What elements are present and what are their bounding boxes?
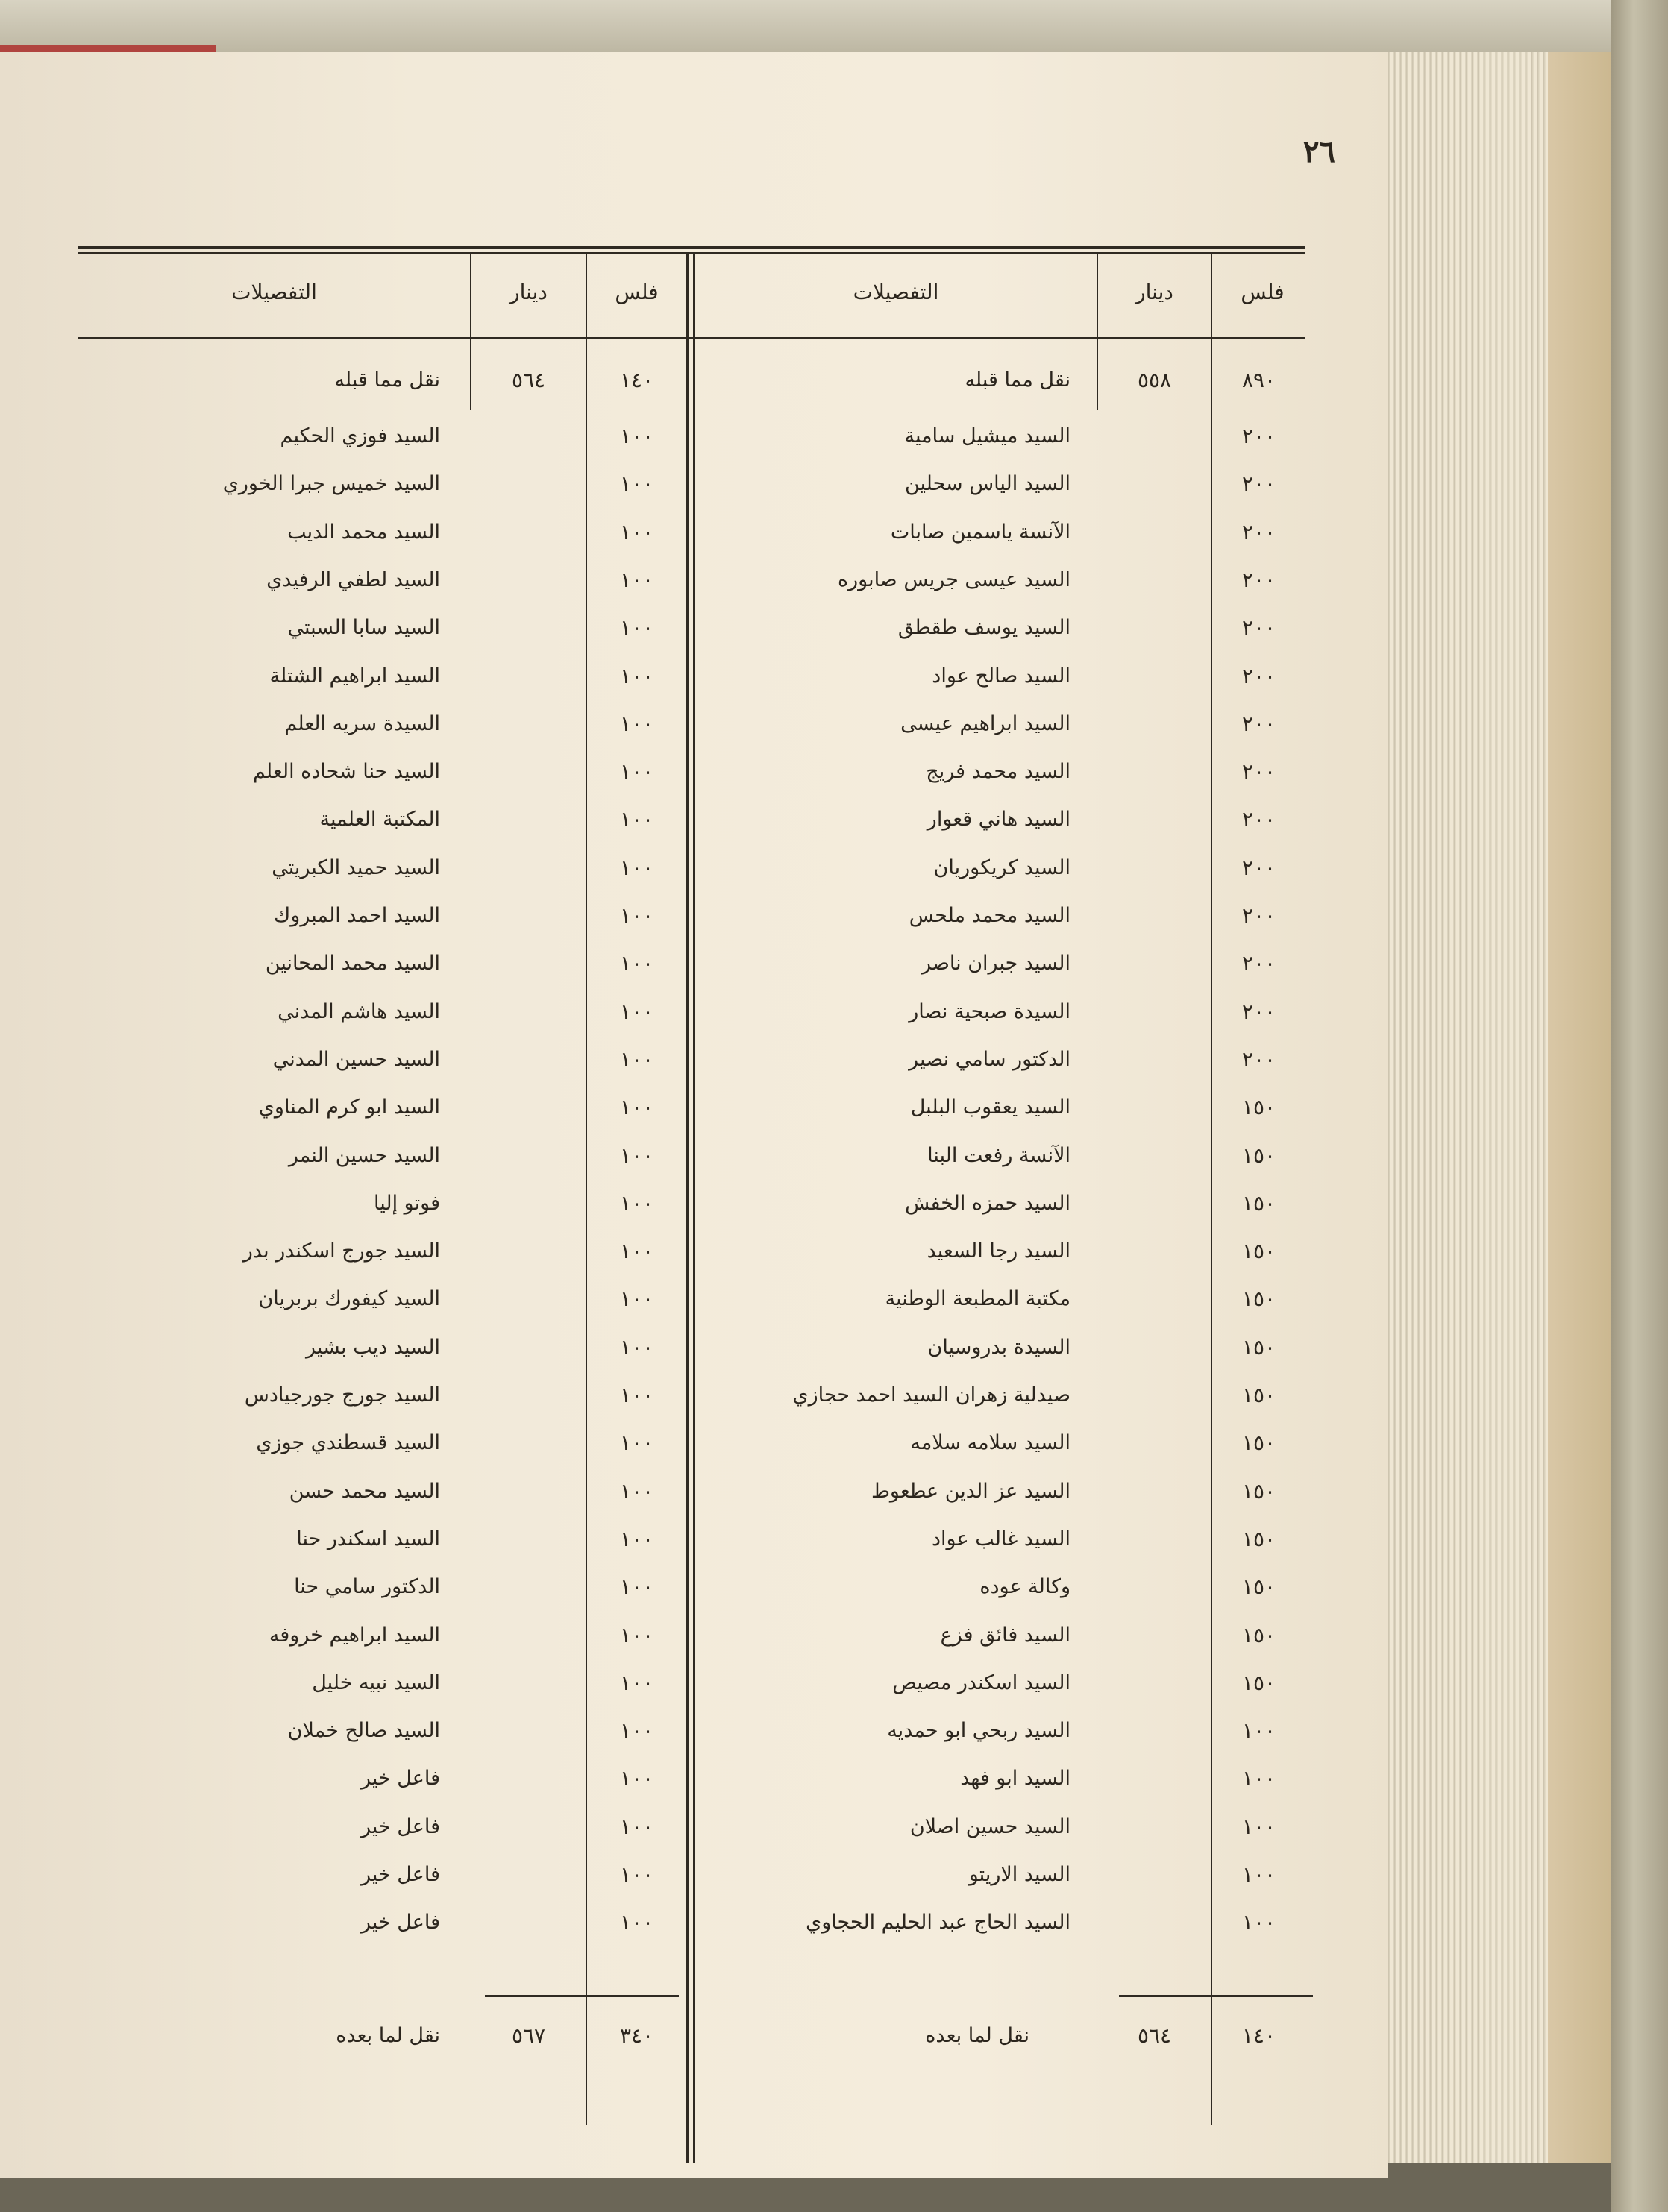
- row-fils: ٢٠٠: [1241, 711, 1276, 736]
- row-name: الدكتور سامي نصير: [909, 1048, 1070, 1071]
- row-fils: ١٠٠: [619, 615, 654, 640]
- row-fils: ٢٠٠: [1241, 855, 1276, 880]
- row-fils: ١٥٠: [1241, 1574, 1276, 1599]
- row-fils: ١٥٠: [1241, 1623, 1276, 1647]
- row-name: السيد الحاج عبد الحليم الحجاوي: [806, 1911, 1070, 1934]
- carried-in-label: نقل مما قبله: [334, 368, 440, 392]
- row-name: السيد غالب عواد: [932, 1527, 1070, 1550]
- carried-out-fils: ١٤٠: [1241, 2023, 1276, 2048]
- row-fils: ٢٠٠: [1241, 759, 1276, 784]
- carried-out-label: نقل لما بعده: [336, 2024, 440, 2047]
- row-name: السيد جورج جورجيادس: [244, 1383, 440, 1407]
- row-fils: ١٠٠: [619, 1814, 654, 1839]
- row-name: السيد عز الدين عطعوط: [871, 1480, 1070, 1503]
- row-fils: ١٠٠: [619, 759, 654, 784]
- row-fils: ١٠٠: [619, 1143, 654, 1168]
- row-fils: ١٠٠: [619, 1574, 654, 1599]
- row-name: السيد سلامه سلامه: [910, 1431, 1070, 1454]
- row-fils: ١٥٠: [1241, 1430, 1276, 1455]
- row-fils: ١٥٠: [1241, 1286, 1276, 1311]
- row-fils: ١٠٠: [619, 424, 654, 448]
- row-fils: ١٠٠: [619, 951, 654, 975]
- total-rule: [1119, 1995, 1313, 1997]
- row-fils: ١٠٠: [1241, 1862, 1276, 1887]
- table-top-rule: [78, 246, 1305, 249]
- row-fils: ٢٠٠: [1241, 424, 1276, 448]
- row-name: السيد حسين المدني: [272, 1048, 440, 1071]
- row-name: الآنسة ياسمين صابات: [890, 521, 1070, 544]
- carried-out-dinar: ٥٦٧: [511, 2023, 546, 2048]
- carried-in-dinar: ٥٥٨: [1137, 368, 1172, 392]
- row-fils: ٢٠٠: [1241, 1047, 1276, 1072]
- row-name: السيد حسين اصلان: [909, 1815, 1070, 1838]
- row-name: السيد ابو فهد: [960, 1767, 1070, 1790]
- row-name: السيد حنا شحاده العلم: [252, 760, 440, 783]
- row-name: السيد اسكندر مصيص: [892, 1671, 1070, 1694]
- row-fils: ١٠٠: [619, 1766, 654, 1791]
- row-name: فاعل خير: [360, 1911, 440, 1934]
- row-name: السيد جبران ناصر: [921, 952, 1070, 975]
- row-fils: ٢٠٠: [1241, 615, 1276, 640]
- row-fils: ١٥٠: [1241, 1143, 1276, 1168]
- row-name: السيد ابراهيم خروفه: [269, 1624, 440, 1647]
- row-fils: ١٠٠: [619, 1191, 654, 1216]
- row-fils: ٢٠٠: [1241, 999, 1276, 1024]
- row-fils: ١٠٠: [619, 807, 654, 832]
- row-name: فاعل خير: [360, 1767, 440, 1790]
- carried-in-dinar: ٥٦٤: [511, 368, 546, 392]
- row-fils: ٢٠٠: [1241, 664, 1276, 688]
- row-fils: ٢٠٠: [1241, 903, 1276, 928]
- row-fils: ١٥٠: [1241, 1527, 1276, 1551]
- row-name: السيد كيفورك بربريان: [258, 1287, 440, 1310]
- row-name: السيد الياس سحلين: [904, 472, 1070, 495]
- row-fils: ١٥٠: [1241, 1239, 1276, 1263]
- row-fils: ١٠٠: [1241, 1910, 1276, 1935]
- row-fils: ١٥٠: [1241, 1383, 1276, 1407]
- carried-out-dinar: ٥٦٤: [1137, 2023, 1172, 2048]
- row-fils: ١٠٠: [619, 855, 654, 880]
- row-fils: ١٠٠: [619, 1047, 654, 1072]
- row-name: السيدة بدروسيان: [927, 1336, 1070, 1359]
- row-fils: ١٠٠: [619, 1286, 654, 1311]
- row-name: السيد سابا السبتي: [287, 616, 440, 639]
- carried-in-fils: ١٤٠: [619, 368, 654, 392]
- row-name: صيدلية زهران السيد احمد حجازي: [792, 1383, 1070, 1407]
- row-name: فاعل خير: [360, 1863, 440, 1886]
- row-name: مكتبة المطبعة الوطنية: [885, 1287, 1070, 1310]
- header-dinar: دينار: [1135, 280, 1173, 304]
- row-fils: ١٠٠: [619, 1718, 654, 1743]
- row-name: وكالة عوده: [979, 1575, 1070, 1598]
- row-fils: ١٠٠: [619, 1862, 654, 1887]
- row-fils: ١٠٠: [1241, 1814, 1276, 1839]
- carried-out-fils: ٣٤٠: [619, 2023, 654, 2048]
- carried-in-fils: ٨٩٠: [1241, 368, 1276, 392]
- row-fils: ١٠٠: [619, 1910, 654, 1935]
- row-name: المكتبة العلمية: [319, 808, 440, 831]
- row-name: السيد صالح عواد: [932, 664, 1070, 688]
- book-cover-right: [1611, 0, 1668, 2212]
- header-fils: فلس: [1241, 280, 1285, 304]
- column-divider: [686, 254, 689, 2163]
- row-name: الدكتور سامي حنا: [294, 1575, 440, 1598]
- row-name: السيد ميشيل سامية: [904, 424, 1070, 447]
- page-edges: [1373, 52, 1611, 2163]
- carried-out-label: نقل لما بعده: [925, 2024, 1029, 2047]
- row-name: السيدة صبحية نصار: [909, 1000, 1070, 1023]
- row-name: السيد محمد حسن: [289, 1480, 440, 1503]
- row-fils: ١٠٠: [619, 568, 654, 592]
- row-fils: ١٥٠: [1241, 1335, 1276, 1360]
- page-number: ٢٦: [1303, 134, 1335, 169]
- row-fils: ١٠٠: [619, 664, 654, 688]
- row-name: السيد اسكندر حنا: [296, 1527, 440, 1550]
- row-name: السيد الاريتو: [968, 1863, 1070, 1886]
- row-name: فوتو إليا: [373, 1192, 440, 1215]
- header-rule: [78, 337, 1305, 339]
- row-fils: ١٠٠: [619, 471, 654, 496]
- row-fils: ١٥٠: [1241, 1191, 1276, 1216]
- row-name: السيد جورج اسكندر بدر: [242, 1239, 440, 1263]
- row-fils: ١٠٠: [1241, 1766, 1276, 1791]
- row-fils: ١٠٠: [619, 1095, 654, 1119]
- row-name: السيد لطفي الرفيدي: [266, 568, 440, 591]
- row-name: السيد يعقوب البلبل: [910, 1096, 1070, 1119]
- row-fils: ١٠٠: [619, 1239, 654, 1263]
- row-fils: ١٠٠: [619, 520, 654, 544]
- row-name: السيد حميد الكبريتي: [272, 856, 440, 879]
- row-name: السيد ابو كرم المناوي: [258, 1096, 440, 1119]
- row-name: السيد ابراهيم الشتلة: [269, 664, 440, 688]
- row-fils: ١٥٠: [1241, 1095, 1276, 1119]
- header-details: التفصيلات: [231, 280, 317, 304]
- row-name: السيد عيسى جريس صابوره: [837, 568, 1070, 591]
- carried-in-label: نقل مما قبله: [965, 368, 1070, 392]
- row-fils: ١٠٠: [619, 1335, 654, 1360]
- row-fils: ١٥٠: [1241, 1671, 1276, 1695]
- row-name: السيد كريكوريان: [933, 856, 1070, 879]
- row-fils: ٢٠٠: [1241, 568, 1276, 592]
- row-name: السيد هاني قعوار: [927, 808, 1070, 831]
- row-name: السيد صالح خملان: [287, 1719, 440, 1742]
- row-fils: ١٠٠: [619, 1479, 654, 1504]
- row-name: السيد فوزي الحكيم: [280, 424, 440, 447]
- row-name: السيد فائق فزع: [940, 1624, 1070, 1647]
- row-fils: ٢٠٠: [1241, 471, 1276, 496]
- row-name: السيد قسطندي جوزي: [256, 1431, 440, 1454]
- header-dinar: دينار: [510, 280, 548, 304]
- row-name: السيد حمزه الخفش: [905, 1192, 1070, 1215]
- row-fils: ١٠٠: [619, 1430, 654, 1455]
- row-name: السيد رجا السعيد: [927, 1239, 1070, 1263]
- row-fils: ١٥٠: [1241, 1479, 1276, 1504]
- row-name: السيد ربحي ابو حمديه: [887, 1719, 1070, 1742]
- row-fils: ١٠٠: [619, 1527, 654, 1551]
- row-name: السيد احمد المبروك: [274, 904, 440, 927]
- row-name: السيد ديب بشير: [306, 1336, 440, 1359]
- row-name: السيد ابراهيم عيسى: [900, 712, 1070, 735]
- row-fils: ١٠٠: [619, 1383, 654, 1407]
- row-name: فاعل خير: [360, 1815, 440, 1838]
- row-name: السيد محمد ملحس: [909, 904, 1070, 927]
- total-rule: [485, 1995, 679, 1997]
- row-fils: ٢٠٠: [1241, 807, 1276, 832]
- row-name: السيد نبيه خليل: [312, 1671, 440, 1694]
- row-fils: ١٠٠: [619, 903, 654, 928]
- row-name: السيد حسين النمر: [288, 1144, 440, 1167]
- row-fils: ٢٠٠: [1241, 520, 1276, 544]
- header-fils: فلس: [615, 280, 659, 304]
- row-name: السيد محمد فريج: [926, 760, 1070, 783]
- row-name: السيد محمد المحانين: [265, 952, 440, 975]
- row-fils: ١٠٠: [619, 711, 654, 736]
- row-name: الآنسة رفعت البنا: [927, 1144, 1070, 1167]
- row-fils: ١٠٠: [1241, 1718, 1276, 1743]
- row-name: السيدة سريه العلم: [284, 712, 440, 735]
- book-cover-top: [0, 0, 1668, 52]
- row-name: السيد هاشم المدني: [278, 1000, 440, 1023]
- row-fils: ٢٠٠: [1241, 951, 1276, 975]
- ledger-page: [0, 52, 1388, 2178]
- row-name: السيد خميس جبرا الخوري: [222, 472, 440, 495]
- row-fils: ١٠٠: [619, 1623, 654, 1647]
- row-fils: ١٠٠: [619, 999, 654, 1024]
- row-name: السيد يوسف طقطق: [897, 616, 1070, 639]
- row-name: السيد محمد الديب: [287, 521, 440, 544]
- row-fils: ١٠٠: [619, 1671, 654, 1695]
- header-details: التفصيلات: [853, 280, 939, 304]
